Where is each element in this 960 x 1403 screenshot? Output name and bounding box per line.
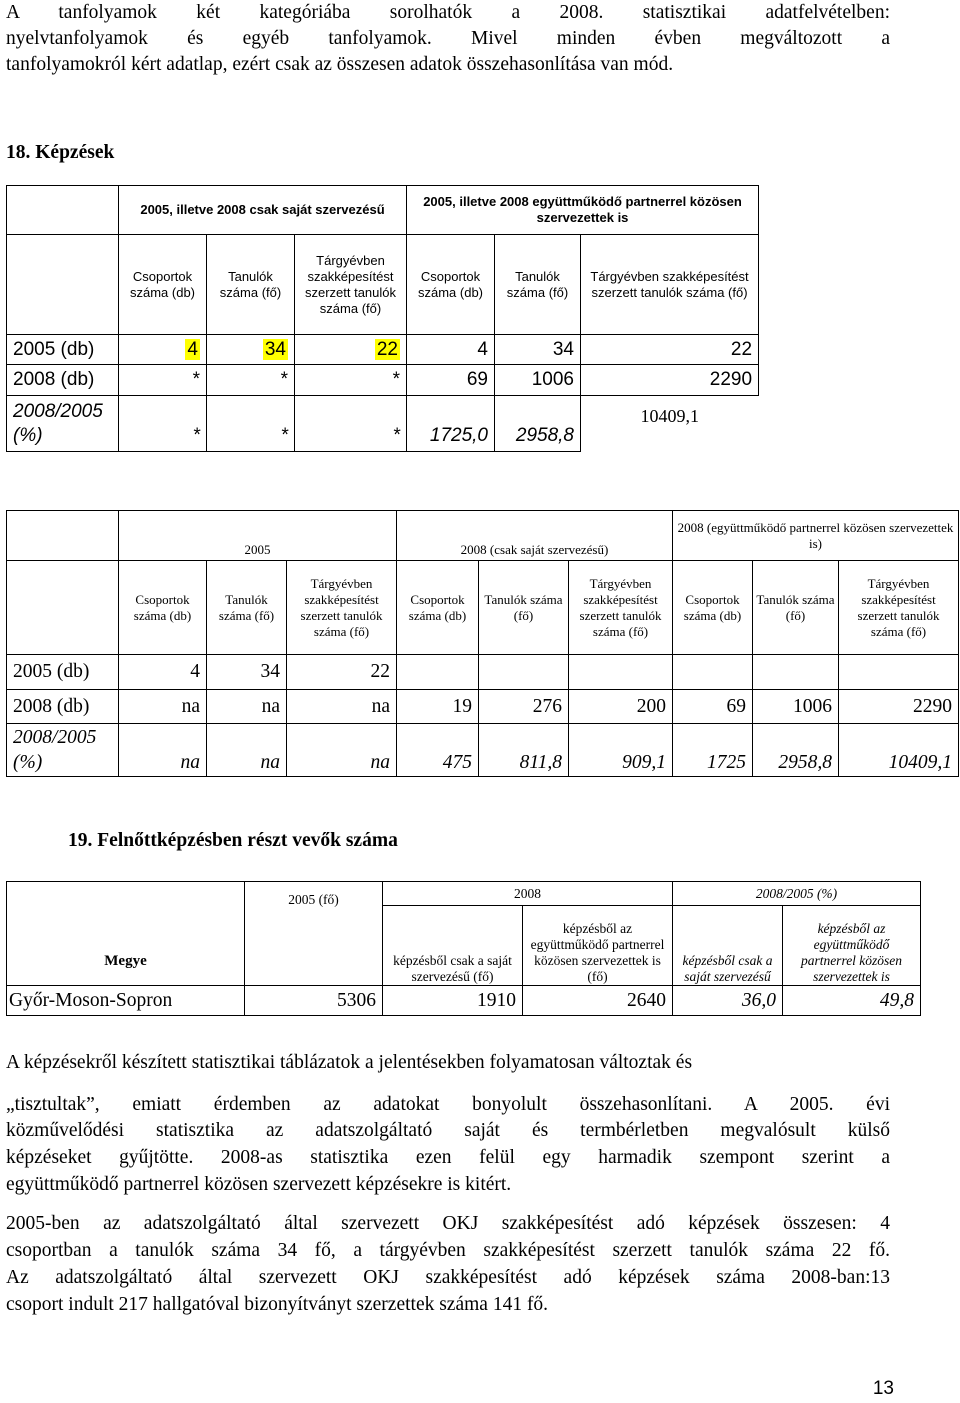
section-19-title: 19. Felnőttképzésben részt vevők száma [68, 830, 398, 851]
cell: 36,0 [673, 986, 783, 1016]
body-p2-line-3: képzéseket gyűjtötte. 2008-as statisztika ezen felül egy harmadik szempont szerint a [6, 1147, 890, 1168]
cell [673, 655, 753, 690]
row-label: 2005 (db) [7, 655, 119, 690]
t1-group-own: 2005, illetve 2008 csak saját szervezésű [119, 186, 407, 235]
cell: 909,1 [569, 724, 673, 777]
table-row [7, 690, 959, 724]
t2-col-header: Csoportok száma (db) [673, 561, 753, 655]
body-p3-line-2: csoportban a tanulók száma 34 fő, a tárgyévben szakképesítést szerzett tanulók száma 22 fő. [6, 1240, 890, 1261]
t2-col-header: Tárgyévben szakképesítést szerzett tanulók száma (fő) [287, 561, 397, 655]
cell: na [287, 724, 397, 777]
t1-col-header: Tárgyévben szakképesítést szerzett tanulók száma (fő) [295, 235, 407, 335]
cell: na [119, 724, 207, 777]
row-label: 2008/2005 (%) [7, 724, 119, 777]
t3-group-2008: 2008 [383, 882, 673, 906]
cell: * [119, 396, 207, 452]
adult-education-table [6, 881, 921, 1016]
cell: 49,8 [783, 986, 921, 1016]
cell: 1910 [383, 986, 523, 1016]
cell [479, 655, 569, 690]
t2-col-header: Csoportok száma (db) [397, 561, 479, 655]
intro-line-3: tanfolyamokról kért adatlap, ezért csak az összesen adatok összehasonlítása van mód. [6, 54, 674, 75]
cell: 200 [569, 690, 673, 724]
t3-sub-partner-ratio: képzésből az együttműködő partnerrel közösen szervezettek is [783, 906, 921, 986]
cell: 19 [397, 690, 479, 724]
body-p3-line-3: Az adatszolgáltató által szervezett OKJ szakképesítést adó képzések száma 2008-ban:13 [6, 1267, 890, 1288]
cell: 10409,1 [839, 724, 959, 777]
cell: na [207, 724, 287, 777]
t3-group-ratio: 2008/2005 (%) [673, 882, 921, 906]
cell: na [287, 690, 397, 724]
cell: * [207, 396, 295, 452]
row-label: 2008/2005 (%) [7, 396, 119, 452]
cell: 4 [187, 338, 198, 360]
table-row [7, 365, 759, 396]
training-table-2 [6, 510, 959, 777]
table-row [7, 724, 959, 777]
training-table-1 [6, 185, 759, 452]
t1-col-header: Csoportok száma (db) [119, 235, 207, 335]
cell: 1725 [673, 724, 753, 777]
t2-col-header: Tanulók száma (fő) [479, 561, 569, 655]
cell: * [119, 365, 207, 396]
cell: 34 [207, 655, 287, 690]
cell: 2290 [581, 365, 759, 396]
cell: 2640 [523, 986, 673, 1016]
cell: 22 [581, 335, 759, 365]
row-label: 2008 (db) [7, 365, 119, 396]
cell: 5306 [245, 986, 383, 1016]
t1-col-header: Tanulók száma (fő) [207, 235, 295, 335]
t1-group-partner: 2005, illetve 2008 együttműködő partnerrel közösen szervezettek is [407, 186, 759, 235]
cell: 69 [407, 365, 495, 396]
t3-sub-own: képzésből csak a saját szervezésű (fő) [383, 906, 523, 986]
t1-col-header: Csoportok száma (db) [407, 235, 495, 335]
intro-line-2: nyelvtanfolyamok és egyéb tanfolyamok. Mivel minden évben megváltozott a [6, 28, 890, 49]
body-p2-line-1: „tisztultak”, emiatt érdemben az adatokat bonyolult összehasonlítani. A 2005. évi [6, 1094, 890, 1115]
table-row [7, 986, 921, 1016]
t2-col-header: Tanulók száma (fő) [753, 561, 839, 655]
cell [753, 655, 839, 690]
t2-group-partner: 2008 (együttműködő partnerrel közösen szervezettek is) [673, 511, 959, 561]
t2-group-own: 2008 (csak saját szervezésű) [397, 511, 673, 561]
cell: 811,8 [479, 724, 569, 777]
cell: * [295, 365, 407, 396]
t3-sub-own-ratio: képzésből csak a saját szervezésű [673, 906, 783, 986]
cell: 4 [407, 335, 495, 365]
table-row [7, 655, 959, 690]
t2-group-2005: 2005 [119, 511, 397, 561]
t3-col-county: Megye [7, 882, 245, 986]
t2-col-header: Tárgyévben szakképesítést szerzett tanulók száma (fő) [839, 561, 959, 655]
cell: 34 [264, 338, 286, 360]
section-18-title: 18. Képzések [6, 142, 115, 163]
cell: 34 [495, 335, 581, 365]
cell [839, 655, 959, 690]
t2-col-header: Tanulók száma (fő) [207, 561, 287, 655]
t1-col-header: Tanulók száma (fő) [495, 235, 581, 335]
body-p3-line-1: 2005-ben az adatszolgáltató által szervezett OKJ szakképesítést adó képzések összesen: 4 [6, 1213, 890, 1234]
cell: na [207, 690, 287, 724]
row-label: 2008 (db) [7, 690, 119, 724]
body-p3-line-4: csoport indult 217 hallgatóval bizonyítványt szerzettek száma 141 fő. [6, 1294, 549, 1315]
t2-col-header: Tárgyévben szakképesítést szerzett tanulók száma (fő) [569, 561, 673, 655]
body-p1: A képzésekről készített statisztikai táblázatok a jelentésekben folyamatosan változtak és [6, 1052, 693, 1073]
t3-sub-partner: képzésből az együttműködő partnerrel közösen szervezettek is (fő) [523, 906, 673, 986]
cell [397, 655, 479, 690]
cell: 1006 [753, 690, 839, 724]
cell: na [119, 690, 207, 724]
cell [569, 655, 673, 690]
t1-col-header: Tárgyévben szakképesítést szerzett tanulók száma (fő) [581, 235, 759, 335]
cell: 2290 [839, 690, 959, 724]
body-p2-line-4: együttműködő partnerrel közösen szervezett képzésekre is kitért. [6, 1174, 512, 1195]
t2-col-header: Csoportok száma (db) [119, 561, 207, 655]
cell: 2958,8 [753, 724, 839, 777]
body-p2-line-2: közművelődési statisztika az adatszolgáltató saját és termbérletben megvalósult külső [6, 1120, 890, 1141]
cell: 22 [287, 655, 397, 690]
page-number: 13 [872, 1378, 894, 1399]
cell: * [207, 365, 295, 396]
t3-col-2005: 2005 (fő) [245, 882, 383, 986]
cell: 1725,0 [407, 396, 495, 452]
cell: 1006 [495, 365, 581, 396]
cell: 475 [397, 724, 479, 777]
table-row [7, 396, 759, 452]
cell: 4 [119, 655, 207, 690]
cell: 22 [376, 338, 398, 360]
intro-line-1: A tanfolyamok két kategóriába sorolhatók a 2008. statisztikai adatfelvételben: [6, 2, 890, 23]
table-row [7, 335, 759, 365]
cell: 2958,8 [495, 396, 581, 452]
cell: 10409,1 [640, 406, 700, 426]
row-label: Győr-Moson-Sopron [7, 986, 245, 1016]
cell: 276 [479, 690, 569, 724]
row-label: 2005 (db) [7, 335, 119, 365]
cell: 69 [673, 690, 753, 724]
cell: * [295, 396, 407, 452]
